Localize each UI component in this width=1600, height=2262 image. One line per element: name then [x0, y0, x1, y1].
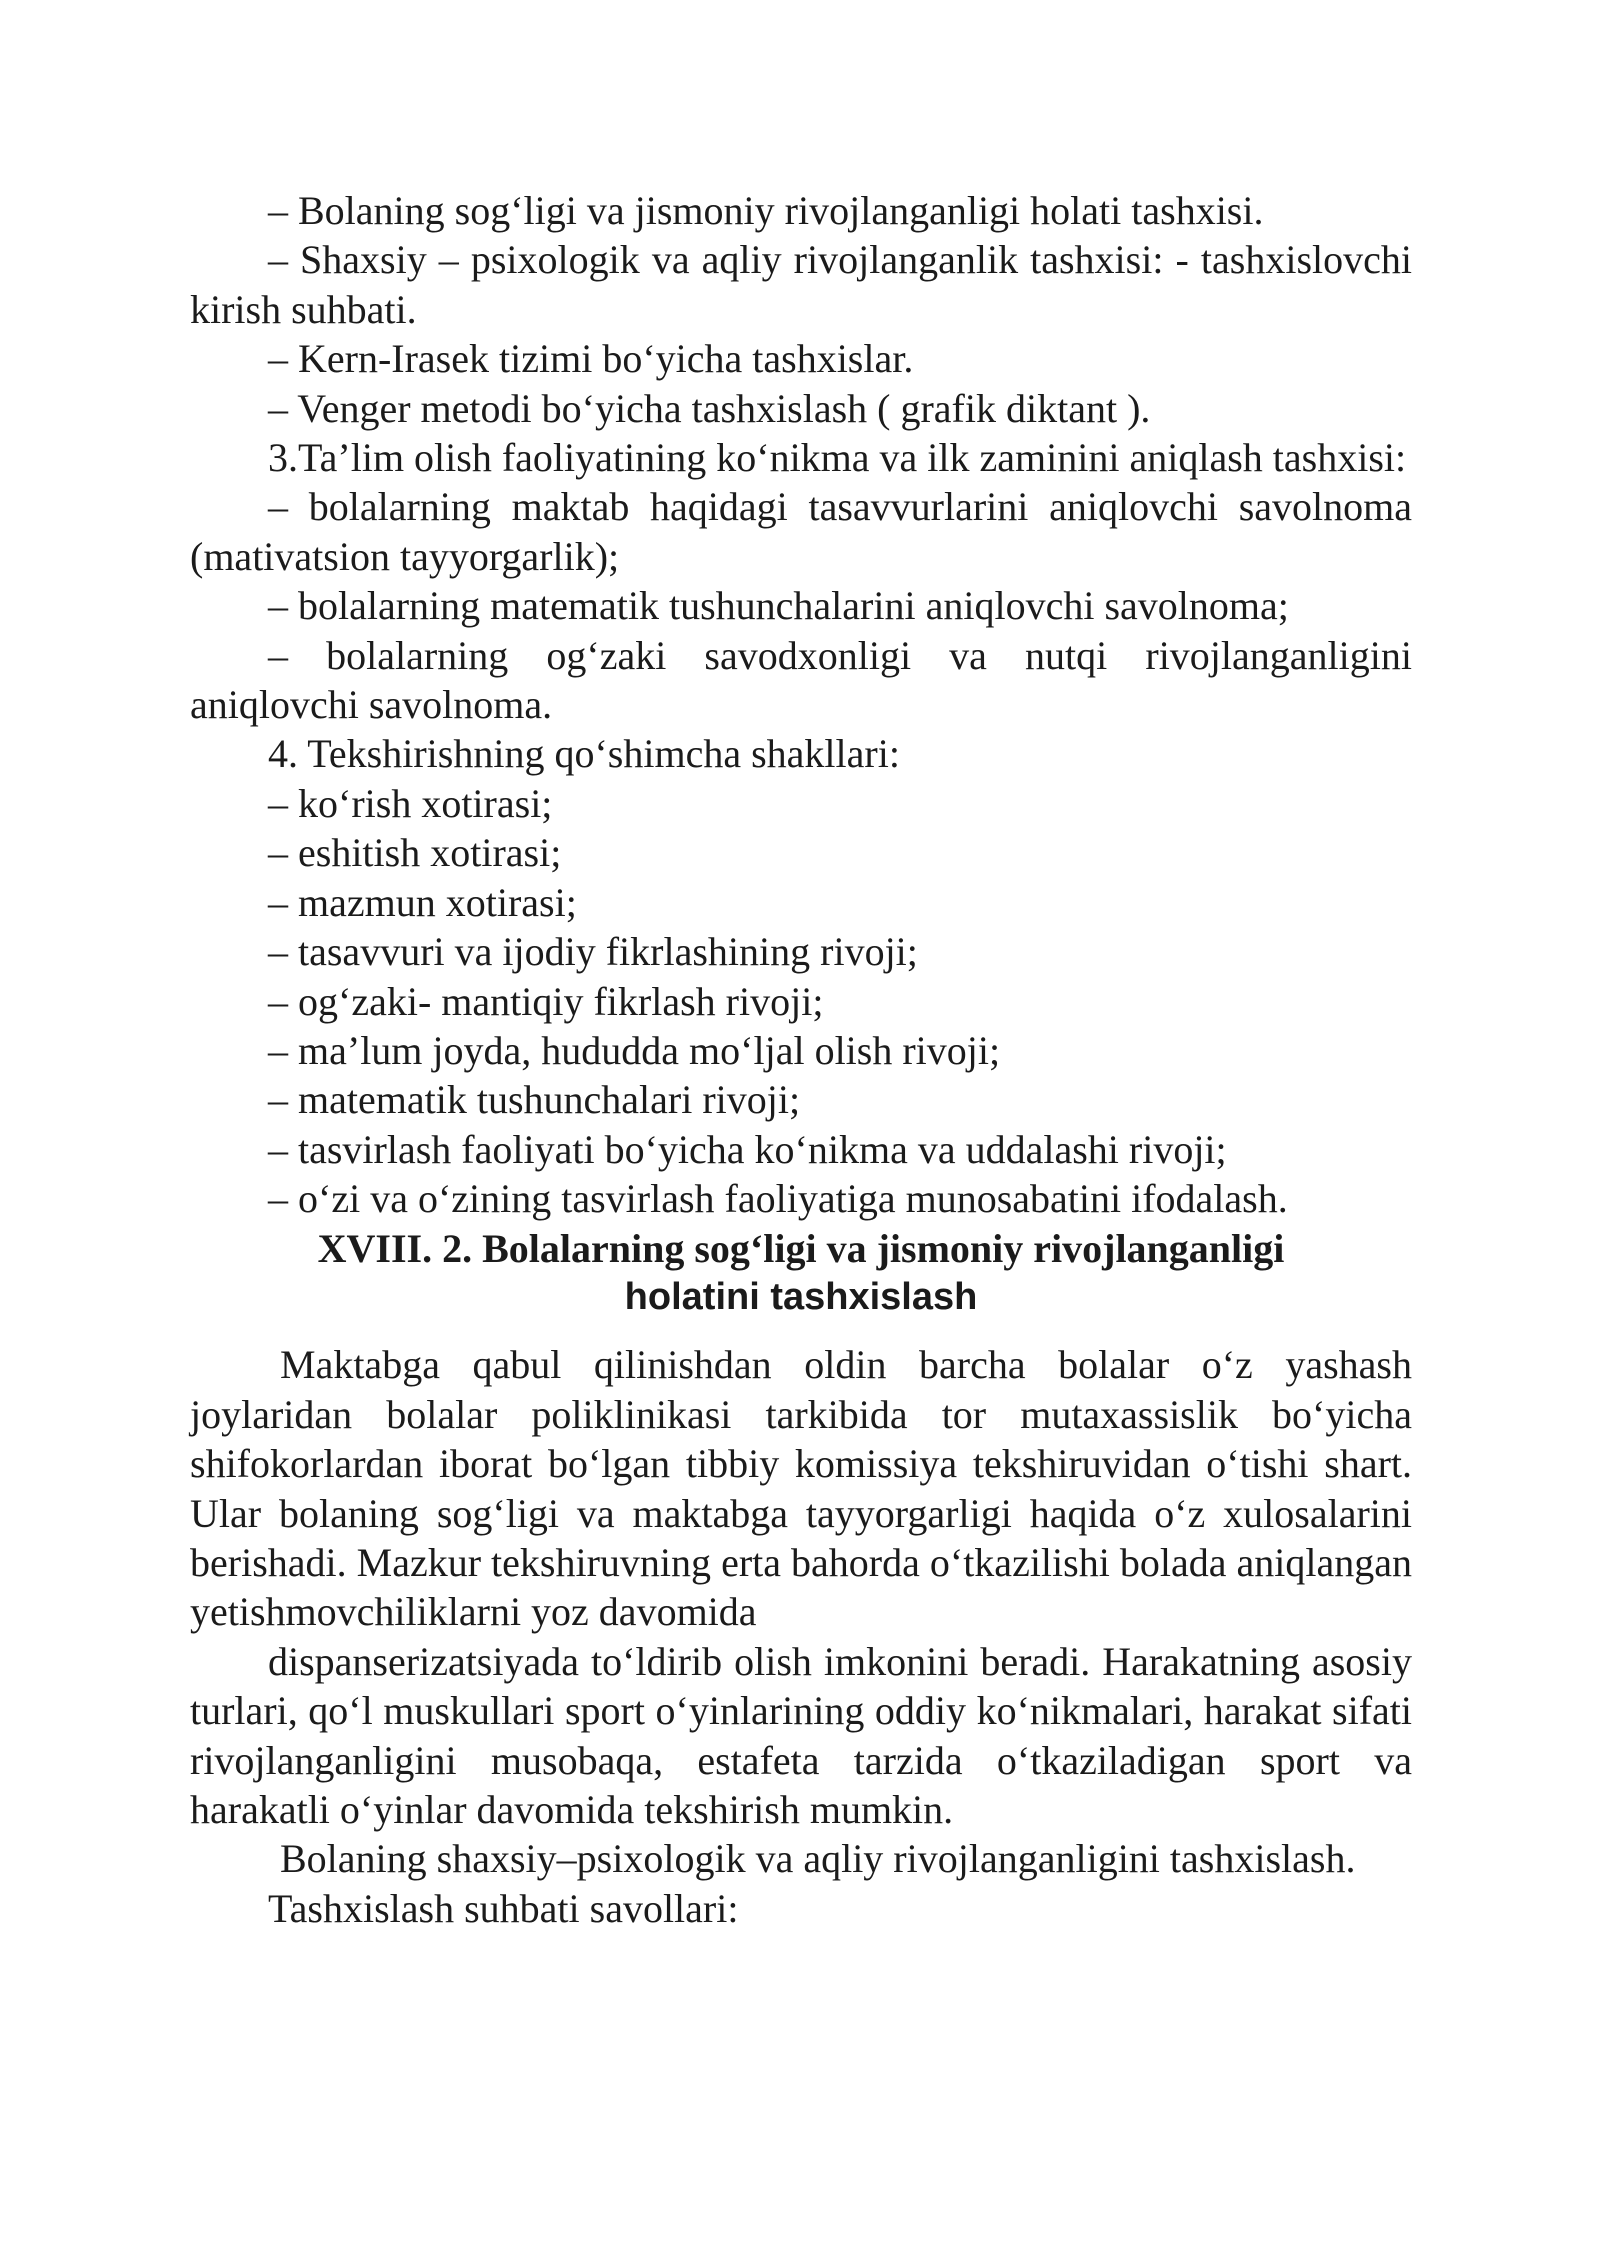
list-item: – ko‘rish xotirasi;	[268, 780, 553, 826]
list-item-health-diagnosis: – Bolaning sog‘ligi va jismoniy rivojlanganligi holati tashxisi.	[268, 188, 1264, 233]
list-item-math-questionnaire: – bolalarning matematik tushunchalarini aniqlovchi savolnoma;	[268, 583, 1289, 629]
list-item-venger-method: – Venger metodi bo‘yicha tashxislash ( grafik diktant ).	[268, 385, 1151, 431]
list-item-school-questionnaire: – bolalarning maktab haqidagi tasavvurlarini aniqlovchi savolnoma (mativatsion tayyorgarlik);	[190, 484, 1412, 579]
list-item: – mazmun xotirasi;	[268, 879, 577, 925]
list-item: – tasvirlash faoliyati bo‘yicha ko‘nikma va uddalashi rivoji;	[268, 1126, 1227, 1172]
list-item-education-skills: 3.Ta’lim olish faoliyatining ko‘nikma va ilk zaminini aniqlash tashxisi:	[268, 435, 1407, 481]
section-heading: XVIII. 2. Bolalarning sog‘ligi va jismoniy rivojlanganligi	[317, 1225, 1285, 1271]
list-item: – og‘zaki- mantiqiy fikrlash rivoji;	[268, 978, 824, 1024]
section-heading-continued: holatini tashxislash	[624, 1275, 978, 1318]
list-item: – o‘zi va o‘zining tasvirlash faoliyatiga munosabatini ifodalash.	[268, 1176, 1288, 1222]
list-item: – ma’lum joyda, hududda mo‘ljal olish rivoji;	[268, 1027, 1001, 1073]
list-item: – tasavvuri va ijodiy fikrlashining rivoji;	[268, 929, 918, 975]
body-paragraph-psychological-diagnosis: Bolaning shaxsiy–psixologik va aqliy rivojlanganligini tashxislash.	[280, 1836, 1356, 1882]
list-heading-extra-forms: 4. Tekshirishning qo‘shimcha shakllari:	[268, 731, 900, 777]
body-paragraph-interview-questions: Tashxislash suhbati savollari:	[268, 1885, 739, 1931]
list-item: – eshitish xotirasi;	[268, 830, 562, 876]
list-item: – matematik tushunchalari rivoji;	[268, 1077, 801, 1123]
list-item-kern-irasek: – Kern-Irasek tizimi bo‘yicha tashxislar.	[268, 336, 914, 382]
body-paragraph-dispanserization: dispanserizatsiyada to‘ldirib olish imkonini beradi. Harakatning asosiy turlari, qo‘l muskullari sport o‘yinlarining oddiy ko‘nikmalari, harakat sifati rivojlanganligini musobaqa, estafeta tarzida o‘tkaziladigan sport va harakatli o‘yinlar davomida tekshirish mumkin.	[190, 1638, 1412, 1832]
list-item-personal-diagnosis: – Shaxsiy – psixologik va aqliy rivojlanganlik tashxisi: - tashxislovchi kirish suhbati.	[190, 237, 1412, 332]
body-paragraph-commission: Maktabga qabul qilinishdan oldin barcha bolalar o‘z yashash joylaridan bolalar poliklinikasi tarkibida tor mutaxassislik bo‘yicha shifokorlardan iborat bo‘lgan tibbiy komissiya tekshiruvidan o‘tishi shart. Ular bolaning sog‘ligi va maktabga tayyorgarligi haqida o‘z xulosalarini berishadi. Mazkur tekshiruvning erta bahorda o‘tkazilishi bolada aniqlangan yetishmovchiliklarni yoz davomida	[190, 1342, 1412, 1635]
document-page	[190, 186, 1412, 1933]
list-item-speech-questionnaire: – bolalarning og‘zaki savodxonligi va nutqi rivojlanganligini aniqlovchi savolnoma.	[190, 632, 1412, 728]
